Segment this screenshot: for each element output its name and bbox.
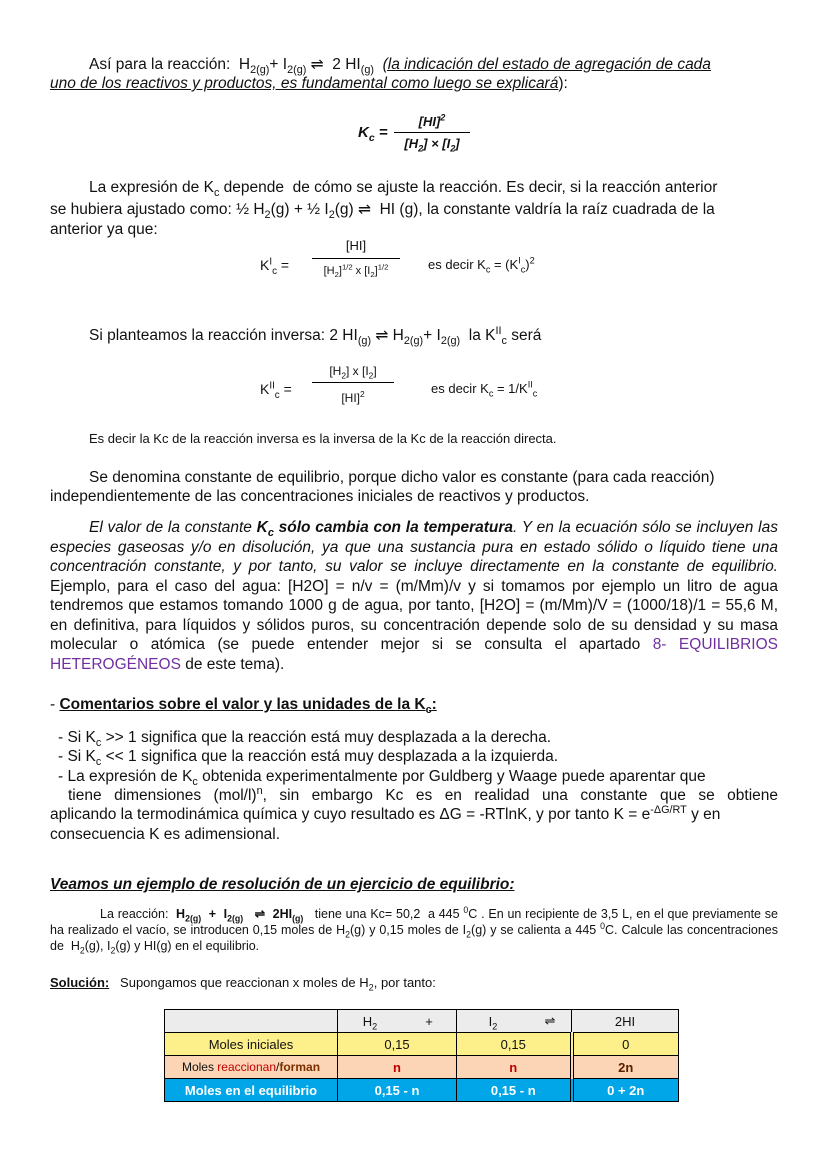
intro-note: (la indicación del estado de agregación de cada bbox=[382, 56, 711, 73]
para1-line2: se hubiera ajustado como: ½ $H_2(g)$ + ½ $I_2(g)$ ⇌ HI (g), la constante valdría la raíz cuadrada de la bbox=[50, 201, 715, 222]
intro-line-2: uno de los reactivos y productos, es fundamental como luego se explicará): bbox=[50, 75, 568, 92]
table-row: Moles en el equilibrio 0,15 - n 0,15 - n 0 + 2n bbox=[165, 1079, 679, 1102]
comments-heading: - Comentarios sobre el valor y las unidades de la $K_c$: bbox=[50, 696, 437, 717]
solution-line: Solución: Supongamos que reaccionan x moles de $H_2$, por tanto: bbox=[50, 975, 436, 993]
table-header-row: $H_2$ + $I_2$ ⇌ 2HI bbox=[165, 1010, 679, 1033]
k1-lhs: $K^I_c$ = bbox=[260, 256, 290, 277]
k1-fraction bbox=[312, 238, 400, 280]
kc-lhs: $K_c$ = bbox=[358, 124, 388, 144]
example-heading: Veamos un ejemplo de resolución de un ejercicio de equilibrio: bbox=[50, 876, 515, 893]
para3-line1: Se denomina constante de equilibrio, porque dicho valor es constante (para cada reacción) bbox=[89, 469, 715, 486]
k2-note: es decir $K_c = 1/K^{II}_c$ bbox=[431, 379, 538, 399]
comment-1: - Si $K_c >> 1$ significa que la reacción está muy desplazada a la derecha. bbox=[58, 729, 552, 750]
comment-2: - Si $K_c << 1$ significa que la reacción está muy desplazada a la izquierda. bbox=[58, 748, 558, 769]
kc-denominator: $[H_2] \times [I_2]$ bbox=[404, 136, 460, 154]
kc-temperature-emphasis: $K_c$ sólo cambia con la temperatura bbox=[256, 519, 514, 540]
k2-lhs: $K^{II}_c$ = bbox=[260, 380, 292, 401]
k2-numerator: $[H_2]$ x $[I_2]$ bbox=[329, 364, 377, 381]
k2-fraction bbox=[312, 364, 394, 405]
comment-3-line3: aplicando la termodinámica química y cuyo resultado es ΔG = -RTlnK, y por tanto $K = e^{-\Delta G/RT}$ y en bbox=[50, 803, 721, 823]
k1-numerator: [HI] bbox=[345, 238, 367, 253]
k2-fraction-bar bbox=[312, 382, 394, 383]
para1-line3: anterior ya que: bbox=[50, 221, 158, 238]
k1-note: es decir $K_c = (K^I_c)^2$ bbox=[428, 255, 535, 275]
kc-numerator: [HI]$^2$ bbox=[418, 112, 446, 129]
comment-3-line1: - La expresión de $K_c$ obtenida experimentalmente por Guldberg y Waage puede aparentar que bbox=[58, 768, 706, 789]
k1-fraction-bar bbox=[312, 258, 400, 259]
para2: Si planteamos la reacción inversa: 2 $HI_{(g)}$ ⇌ $H_{2(g)}+ I_{2(g)}$ la $K^{II}_c$ será bbox=[89, 324, 542, 348]
table-row: Moles iniciales 0,15 0,15 0 bbox=[165, 1033, 679, 1056]
para3-line2: independientemente de las concentraciones iniciales de reactivos y productos. bbox=[50, 488, 590, 505]
k1-denominator: $[H_2]^{1/2}$ x $[I_2]^{1/2}$ bbox=[323, 262, 389, 280]
comment-3-line2: tiene dimensiones $(mol/l)^n$, sin embargo Kc es en realidad una constante que se obtiene bbox=[68, 784, 778, 804]
intro-line-1: Así para la reacción: $H_{2(g)}+ I_{2(g)}$ ⇌ 2 $HI_{(g)}$ (la indicación del estado de agregación de cada bbox=[89, 56, 711, 77]
table-row: Moles reaccionan/forman n n 2n bbox=[165, 1056, 679, 1079]
k2-denominator: [HI]$^2$ bbox=[341, 389, 365, 405]
reaction-equation: $H_{2(g)}+ I_{2(g)}$ ⇌ 2 $HI_{(g)}$ bbox=[234, 56, 374, 77]
link-equilibrios-heterogeneos[interactable]: 8- EQUILIBRIOS HETEROGÉNEOS bbox=[50, 636, 778, 673]
inverse-note: Es decir la Kc de la reacción inversa es la inversa de la Kc de la reacción directa. bbox=[89, 431, 557, 446]
kc-fraction bbox=[394, 112, 470, 154]
para1-line1: La expresión de $K_c$ depende de cómo se ajuste la reacción. Es decir, si la reacción anterior bbox=[89, 179, 718, 200]
para4: El valor de la constante $K_c$ sólo cambia con la temperatura. Y en la ecuación sólo se incluyen las especies gaseosas y/o en disolución, ya que una sustancia pura en estado sólido o líquido tiene una concentración constante, y por tanto, su valor se incluye directamente en la constante de equilibrio. Ejemplo, para el caso del agua: [H2O] = n/v = (m/Mm)/v y si tomamos por ejemplo un litro de agua tendremos que estamos tomando 1000 g de agua, por tanto, [H2O] = (m/Mm)/V = (1000/18)/1 = 55,6 M, en definitiva, para líquidos y sólidos puros, su concentración depende solo de su densidad y su masa molecular o atómica (se puede entender mejor si se consulta el apartado 8- EQUILIBRIOS HETEROGÉNEOS de este tema). bbox=[50, 519, 778, 673]
kc-fraction-bar bbox=[394, 132, 470, 133]
equilibrium-table bbox=[164, 1009, 679, 1102]
comment-3-line4: consecuencia K es adimensional. bbox=[50, 826, 281, 843]
example-statement: La reacción: $H_{2(g)} + I_{2(g)}$ ⇌ $2HI_{(g)}$ tiene una Kc= 50,2 a 445 $^0$C . En un recipiente de 3,5 L, en el que previamente se ha realizado el vacío, se introducen 0,15 moles de $H_2(g)$ y 0,15 moles de $I_2(g)$ y se calienta a 445 $^0$C. Calcule las concentraciones de $H_2(g)$, $I_2(g)$ y HI(g) en el equilibrio. bbox=[50, 904, 778, 956]
